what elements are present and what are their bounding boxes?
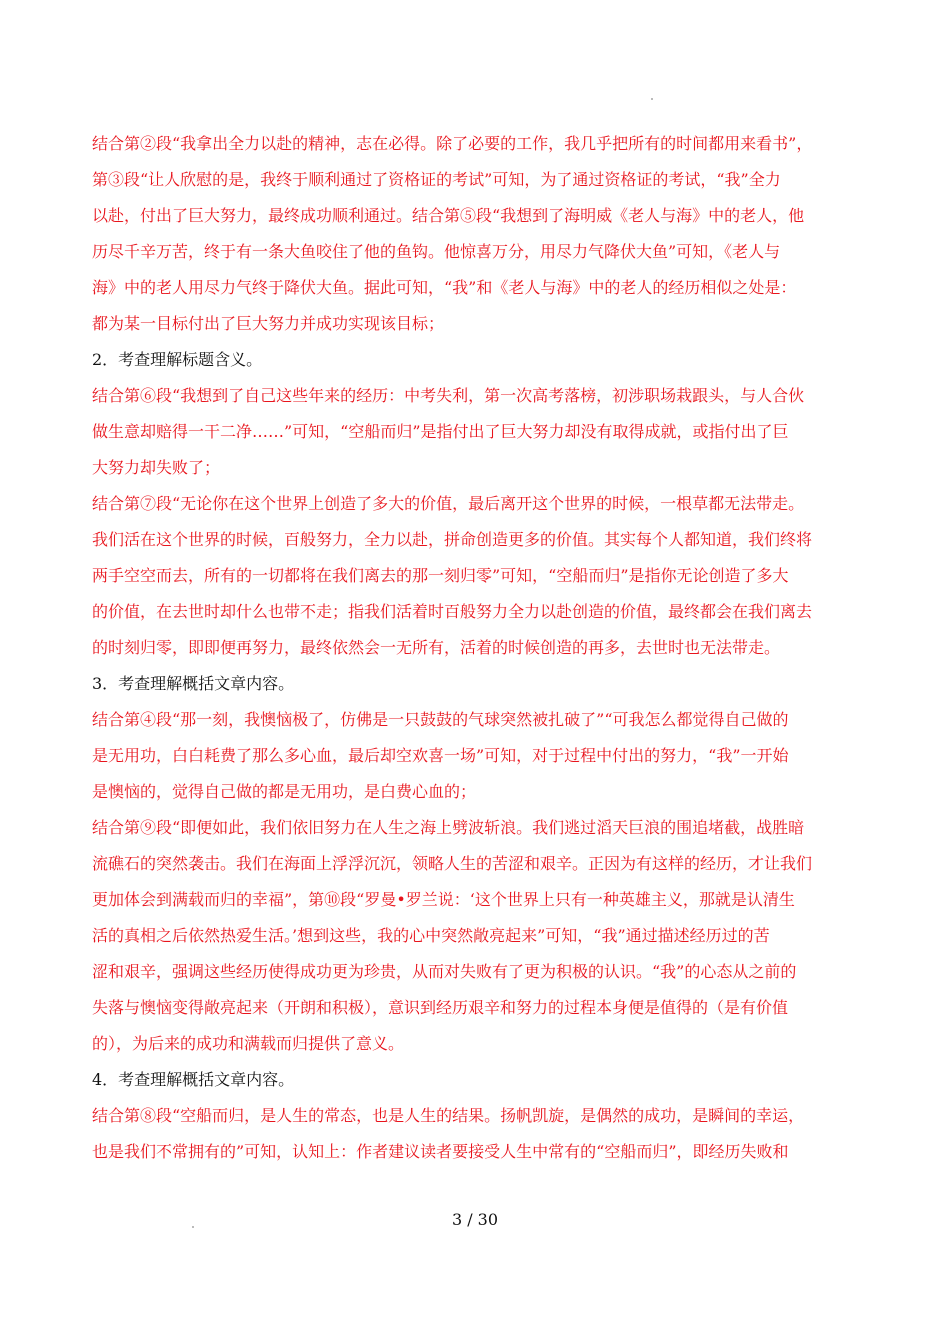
- answer-text-line: 做生意却赔得一干二净……”可知，“空船而归”是指付出了巨大努力却没有取得成就，或指付出了巨: [92, 422, 789, 441]
- answer-text-line: 我们活在这个世界的时候，百般努力，全力以赴，拼命创造更多的价值。其实每个人都知道，我们终将: [92, 530, 813, 549]
- answer-text-line: 流礁石的突然袭击。我们在海面上浮浮沉沉，领略人生的苦涩和艰辛。正因为有这样的经历，才让我们: [92, 854, 813, 873]
- answer-text-line: 结合第⑧段“空船而归，是人生的常态，也是人生的结果。扬帆凯旋，是偶然的成功，是瞬间的幸运，: [92, 1106, 805, 1125]
- answer-text-line: 更加体会到满载而归的幸福”，第⑩段“罗曼•罗兰说：‘这个世界上只有一种英雄主义，那就是认清生: [92, 890, 795, 909]
- question-heading-line: 2．考查理解标题含义。: [92, 350, 263, 369]
- answer-text-line: 涩和艰辛，强调这些经历使得成功更为珍贵，从而对失败有了更为积极的认识。“我”的心态从之前的: [92, 962, 797, 981]
- answer-text-line: 第③段“让人欣慰的是，我终于顺利通过了资格证的考试”可知，为了通过资格证的考试，“我”全力: [92, 170, 781, 189]
- answer-text-line: 活的真相之后依然热爱生活。’想到这些，我的心中突然敞亮起来”可知，“我”通过描述经历过的苦: [92, 926, 770, 945]
- answer-text-line: 失落与懊恼变得敞亮起来（开朗和积极），意识到经历艰辛和努力的过程本身便是值得的（是有价值: [92, 998, 789, 1017]
- answer-text-line: 结合第⑨段“即便如此，我们依旧努力在人生之海上劈波斩浪。我们逃过滔天巨浪的围追堵截，战胜暗: [92, 818, 805, 837]
- question-heading-line: 4．考查理解概括文章内容。: [92, 1070, 295, 1089]
- answer-text-line: 也是我们不常拥有的”可知，认知上：作者建议读者要接受人生中常有的“空船而归”，即经历失败和: [92, 1142, 789, 1161]
- answer-text-line: 是懊恼的，觉得自己做的都是无用功，是白费心血的；: [92, 782, 477, 801]
- answer-text-line: 结合第⑥段“我想到了自己这些年来的经历：中考失利，第一次高考落榜，初涉职场栽跟头，与人合伙: [92, 386, 805, 405]
- answer-text-line: 海》中的老人用尽力气终于降伏大鱼。据此可知，“我”和《老人与海》中的老人的经历相似之处是：: [92, 278, 797, 297]
- question-heading-line: 3．考查理解概括文章内容。: [92, 674, 295, 693]
- answer-text-line: 的），为后来的成功和满载而归提供了意义。: [92, 1034, 405, 1053]
- answer-text-line: 历尽千辛万苦，终于有一条大鱼咬住了他的鱼钩。他惊喜万分，用尽力气降伏大鱼”可知，《老人与: [92, 242, 781, 261]
- answer-text-line: 结合第②段“我拿出全力以赴的精神，志在必得。除了必要的工作，我几乎把所有的时间都用来看书”，: [92, 134, 813, 153]
- answer-text-line: 两手空空而去，所有的一切都将在我们离去的那一刻归零”可知，“空船而归”是指你无论创造了多大: [92, 566, 789, 585]
- page-number: 3 / 30: [451, 1210, 499, 1229]
- answer-text-line: 都为某一目标付出了巨大努力并成功实现该目标；: [92, 314, 445, 333]
- answer-text-body: [92, 126, 860, 1170]
- answer-text-line: 以赴，付出了巨大努力，最终成功顺利通过。结合第⑤段“我想到了海明威《老人与海》中的老人，他: [92, 206, 805, 225]
- answer-text-line: 结合第⑦段“无论你在这个世界上创造了多大的价值，最后离开这个世界的时候，一根草都无法带走。: [92, 494, 805, 513]
- scan-dot: [651, 98, 653, 100]
- answer-text-line: 是无用功，白白耗费了那么多心血，最后却空欢喜一场”可知，对于过程中付出的努力，“我”一开始: [92, 746, 789, 765]
- answer-text-line: 大努力却失败了；: [92, 458, 221, 477]
- answer-text-line: 的价值，在去世时却什么也带不走；指我们活着时百般努力全力以赴创造的价值，最终都会在我们离去: [92, 602, 813, 621]
- answer-text-line: 的时刻归零，即即便再努力，最终依然会一无所有，活着的时候创造的再多，去世时也无法带走。: [92, 638, 781, 657]
- answer-text-line: 结合第④段“那一刻，我懊恼极了，仿佛是一只鼓鼓的气球突然被扎破了”“可我怎么都觉得自己做的: [92, 710, 789, 729]
